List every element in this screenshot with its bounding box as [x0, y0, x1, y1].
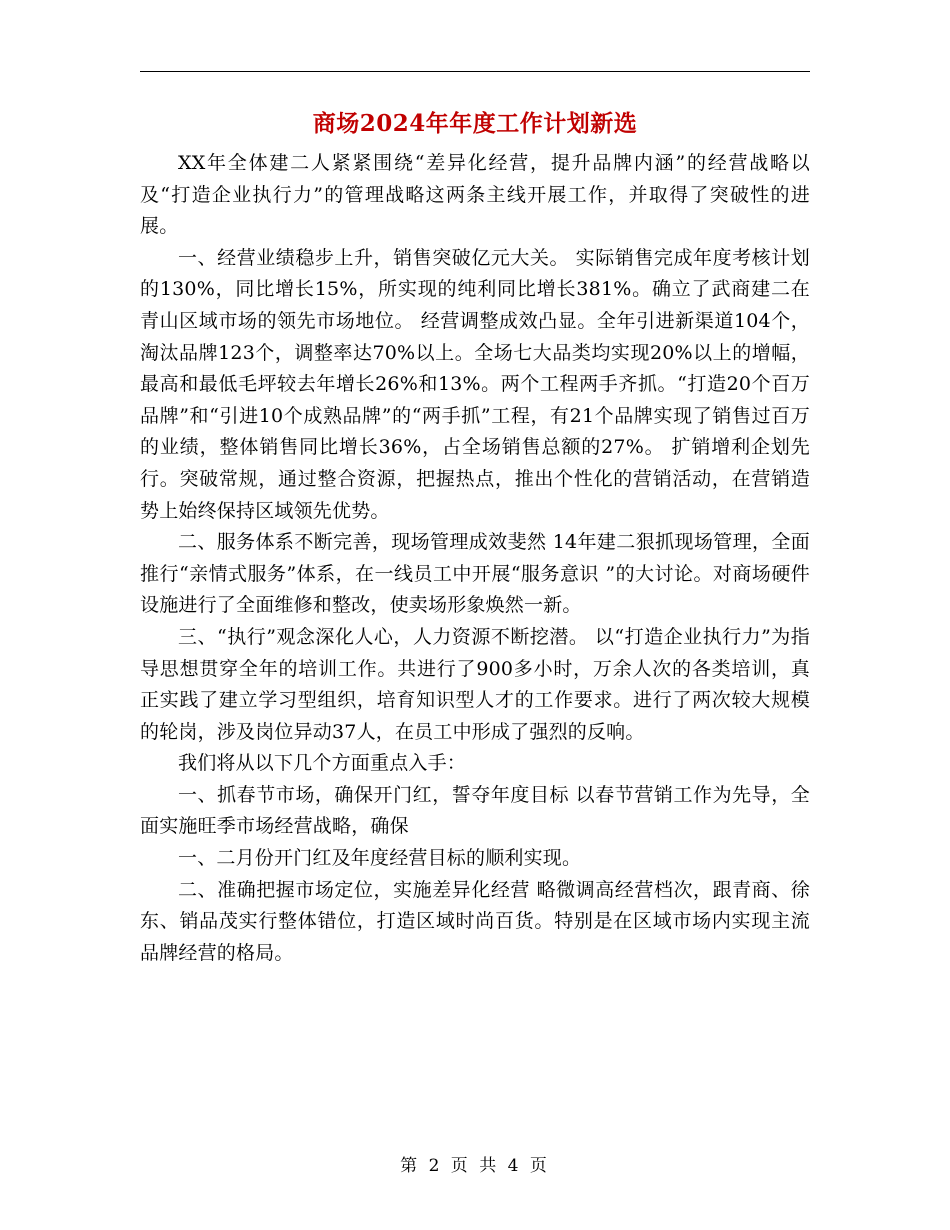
paragraph-spring-market: 一、抓春节市场，确保开门红，誓夺年度目标 以春节营销工作为先导，全面实施旺季市场经营战略，确保: [140, 783, 810, 838]
document-title: 商场2024年年度工作计划新选: [312, 110, 638, 137]
paragraph-market-positioning: 二、准确把握市场定位，实施差异化经营 略微调高经营档次，跟青商、徐东、销品茂实行整体错位，打造区域时尚百货。特别是在区域市场内实现主流品牌经营的格局。: [140, 878, 810, 964]
header-rule: [140, 71, 810, 72]
paragraph-business-performance: 一、经营业绩稳步上升，销售突破亿元大关。 实际销售完成年度考核计划的130%，同比增长15%，所实现的纯利同比增长381%。确立了武商建二在青山区域市场的领先市场地位。 经营调整成效凸显。全年引进新渠道104个，淘汰品牌123个，调整率达70%以上。全场七大品类均实现20%以上的增幅，最高和最低毛坪较去年增长26%和13%。两个工程两手齐抓。“打造20个百万品牌”和“引进10个成熟品牌”的“两手抓”工程，有21个品牌实现了销售过百万的业绩，整体销售同比增长36%，占全场销售总额的27%。 扩销增利企划先行。突破常规，通过整合资源，把握热点，推出个性化的营销活动，在营销造势上始终保持区域领先优势。: [140, 246, 810, 522]
paragraph-intro: XX年全体建二人紧紧围绕“差异化经营，提升品牌内涵”的经营战略以及“打造企业执行力”的管理战略这两条主线开展工作，并取得了突破性的进展。: [140, 152, 810, 238]
page-footer: 第 2 页 共 4 页: [400, 1156, 550, 1176]
document-body: [140, 148, 810, 969]
paragraph-focus-intro: 我们将从以下几个方面重点入手：: [178, 752, 467, 775]
paragraph-jan-feb: 一、二月份开门红及年度经营目标的顺利实现。: [178, 847, 582, 870]
paragraph-execution-hr: 三、“执行”观念深化人心，人力资源不断挖潜。 以“打造企业执行力”为指导思想贯穿全年的培训工作。共进行了900多小时，万余人次的各类培训，真正实践了建立学习型组织，培育知识型人才的工作要求。进行了两次较大规模的轮岗，涉及岗位异动37人，在员工中形成了强烈的反响。: [140, 625, 810, 743]
paragraph-service-system: 二、服务体系不断完善，现场管理成效斐然 14年建二狠抓现场管理，全面推行“亲情式服务”体系，在一线员工中开展“服务意识 ”的大讨论。对商场硬件设施进行了全面维修和整改，使卖场形象焕然一新。: [140, 531, 810, 617]
